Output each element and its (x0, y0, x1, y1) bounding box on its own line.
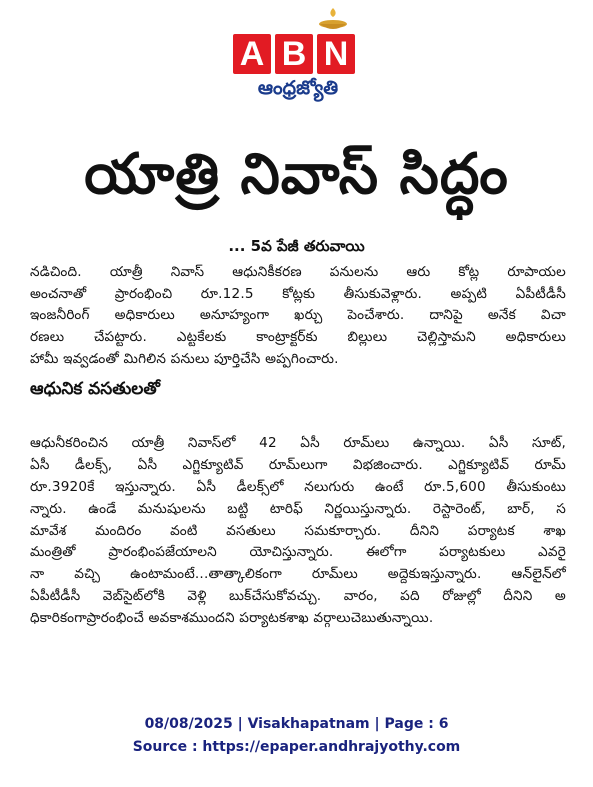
article-headline: యాత్రి నివాస్ సిద్ధం (84, 142, 509, 207)
abn-logo (233, 6, 363, 102)
article-subheading: ఆధునిక వసతులతో (30, 379, 160, 399)
article-paragraph-1 (30, 262, 566, 370)
lamp-icon (317, 6, 349, 32)
text-line: ధికారికంగాప్రారంభించే అవకాశముందని పర్యాటకశాఖ వర్గాలుచెబుతున్నాయి. (30, 610, 434, 627)
text-line: మంత్రితో ప్రారంభింపజేయాలని యోచిస్తున్నారు. ఈలోగా పర్యాటకులు ఎవరై (30, 544, 566, 561)
text-line: ఏసీ డీలక్స్, ఏసీ ఎగ్జిక్యూటివ్ రూమ్‌లుగా విభజించారు. ఎగ్జిక్యూటివ్ రూమ్ (30, 456, 566, 473)
abn-letter-a: A (233, 34, 271, 74)
text-line: ఏపీటీడీసీ వెబ్‌సైట్‌లోకి వెళ్లి బుక్‌చేసుకోవచ్చు. వారం, పది రోజుల్లో దీనిని అ (30, 588, 566, 605)
paper-name: ఆంధ్రజ్యోతి (257, 77, 339, 99)
edition-info: 08/08/2025 | Visakhapatnam | Page : 6 (144, 716, 449, 732)
text-line: హామీ ఇవ్వడంతో మిగిలిన పనులు పూర్తిచేసి అప్పగించారు. (30, 350, 339, 367)
masthead (0, 6, 593, 102)
abn-letter-b: B (275, 34, 313, 74)
text-line: న్నారు. ఉండే మనుషులను బట్టి టారిఫ్ నిర్ణయిస్తున్నారు. రెస్టారెంట్, బార్, స (30, 500, 566, 517)
article-paragraph-2 (30, 433, 566, 630)
text-line: ఇంజనీరింగ్ అధికారులు అనూహ్యంగా ఖర్చు పెంచేశారు. దానిపై అనేక విచా (30, 307, 566, 324)
continued-from-label: ... 5వ పేజీ తరువాయి (228, 237, 365, 255)
text-line: రణలు చేపట్టారు. ఎట్టకేలకు కాంట్రాక్టర్‌కు బిల్లులు చెల్లిస్తామని అధికారులు (30, 329, 566, 346)
text-line: నడిచింది. యాత్రీ నివాస్ ఆధునికీకరణ పనులను ఆరు కోట్ల రూపాయల (30, 264, 566, 280)
source-link[interactable]: Source : https://epaper.andhrajyothy.com (132, 739, 461, 755)
text-line: మావేశ మందిరం వంటి వసతులు సమకూర్చారు. దీనిని పర్యాటక శాఖ (30, 522, 566, 539)
abn-letter-n: N (317, 34, 355, 74)
text-line: అంచనాతో ప్రారంభించి రూ.12.5 కోట్లకు తీసుకువెళ్లారు. అప్పటి ఏపీటీడీసీ (30, 285, 566, 302)
abn-letters (233, 34, 355, 74)
text-line: ఆధునీకరించిన యాత్రీ నివాస్‌లో 42 ఏసీ రూమ్‌లు ఉన్నాయి. ఏసీ సూట్, (30, 435, 566, 451)
text-line: రూ.3920కే ఇస్తున్నారు. ఏసీ డీలక్స్‌లో నలుగురు ఉంటే రూ.5,600 తీసుకుంటు (30, 478, 566, 495)
text-line: నా వచ్చి ఉంటామంటే...తాత్కాలికంగా రూమ్‌లు అద్దెకుఇస్తున్నారు. ఆన్‌లైన్‌లో (30, 566, 566, 583)
